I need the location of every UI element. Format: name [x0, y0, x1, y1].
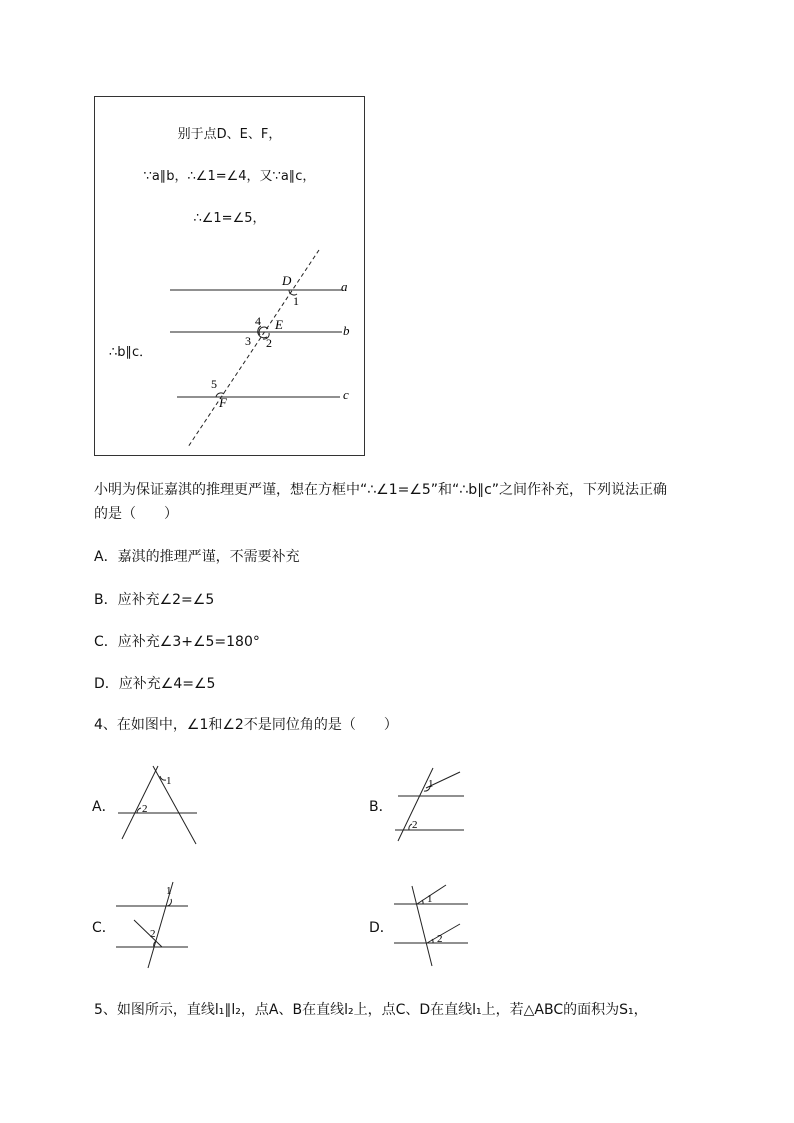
q4a-angle-2: 2	[142, 803, 148, 815]
q4a-angle-1: 1	[166, 775, 172, 787]
label-c: c	[343, 387, 349, 402]
proof-line-3: ∴∠1=∠5，	[193, 211, 266, 226]
proof-conclusion: ∴b∥c．	[109, 345, 153, 360]
label-a: a	[341, 279, 348, 294]
label-1: 1	[293, 294, 299, 308]
proof-box	[94, 96, 365, 456]
proof-line-2: ∵a∥b，∴∠1=∠4，又∵a∥c，	[143, 169, 316, 184]
parallel-lines-figure	[95, 97, 366, 457]
q4b-angle-1: 1	[428, 778, 434, 790]
q4-figure-c	[112, 878, 194, 970]
q3-option-b: B．应补充∠2=∠5	[94, 592, 215, 608]
label-D: D	[282, 273, 292, 288]
label-2: 2	[266, 336, 272, 350]
q4c-angle-2: 2	[150, 928, 156, 940]
q4-option-d-label: D．	[369, 920, 394, 936]
label-4: 4	[255, 314, 261, 328]
q4b-angle-2: 2	[412, 819, 418, 831]
q3-option-d: D．应补充∠4=∠5	[94, 676, 216, 692]
q4d-angle-1: 1	[427, 893, 433, 905]
q4-stem: 4、在如图中，∠1和∠2不是同位角的是（ ）	[94, 717, 398, 733]
q4-figure-a	[110, 762, 205, 848]
q3-stem-line-2: 的是（ ）	[94, 506, 178, 522]
proof-line-1: 别于点D、E、F，	[177, 127, 282, 142]
q5-stem: 5、如图所示，直线l₁∥l₂，点A、B在直线l₂上，点C、D在直线l₁上，若△ABC的面积为S₁，	[94, 1002, 648, 1018]
q4d-angle-2: 2	[437, 933, 443, 945]
q4-option-b-label: B．	[369, 799, 393, 815]
q3-stem-line-1: 小明为保证嘉淇的推理更严谨，想在方框中“∴∠1=∠5”和“∴b∥c”之间作补充，下列说法正确	[94, 482, 668, 498]
label-b: b	[343, 323, 350, 338]
label-5: 5	[211, 377, 217, 391]
label-E: E	[275, 317, 283, 332]
label-F: F	[219, 395, 227, 410]
label-3: 3	[245, 334, 251, 348]
q4c-angle-1: 1	[166, 885, 172, 897]
q4-option-a-label: A．	[92, 799, 116, 815]
q4-option-c-label: C．	[92, 920, 116, 936]
q3-option-a: A．嘉淇的推理严谨，不需要补充	[94, 549, 300, 565]
transversal-line	[188, 250, 319, 447]
q4-figure-b	[388, 764, 470, 844]
q4-figure-d	[390, 882, 472, 968]
q3-option-c: C．应补充∠3+∠5=180°	[94, 634, 260, 650]
